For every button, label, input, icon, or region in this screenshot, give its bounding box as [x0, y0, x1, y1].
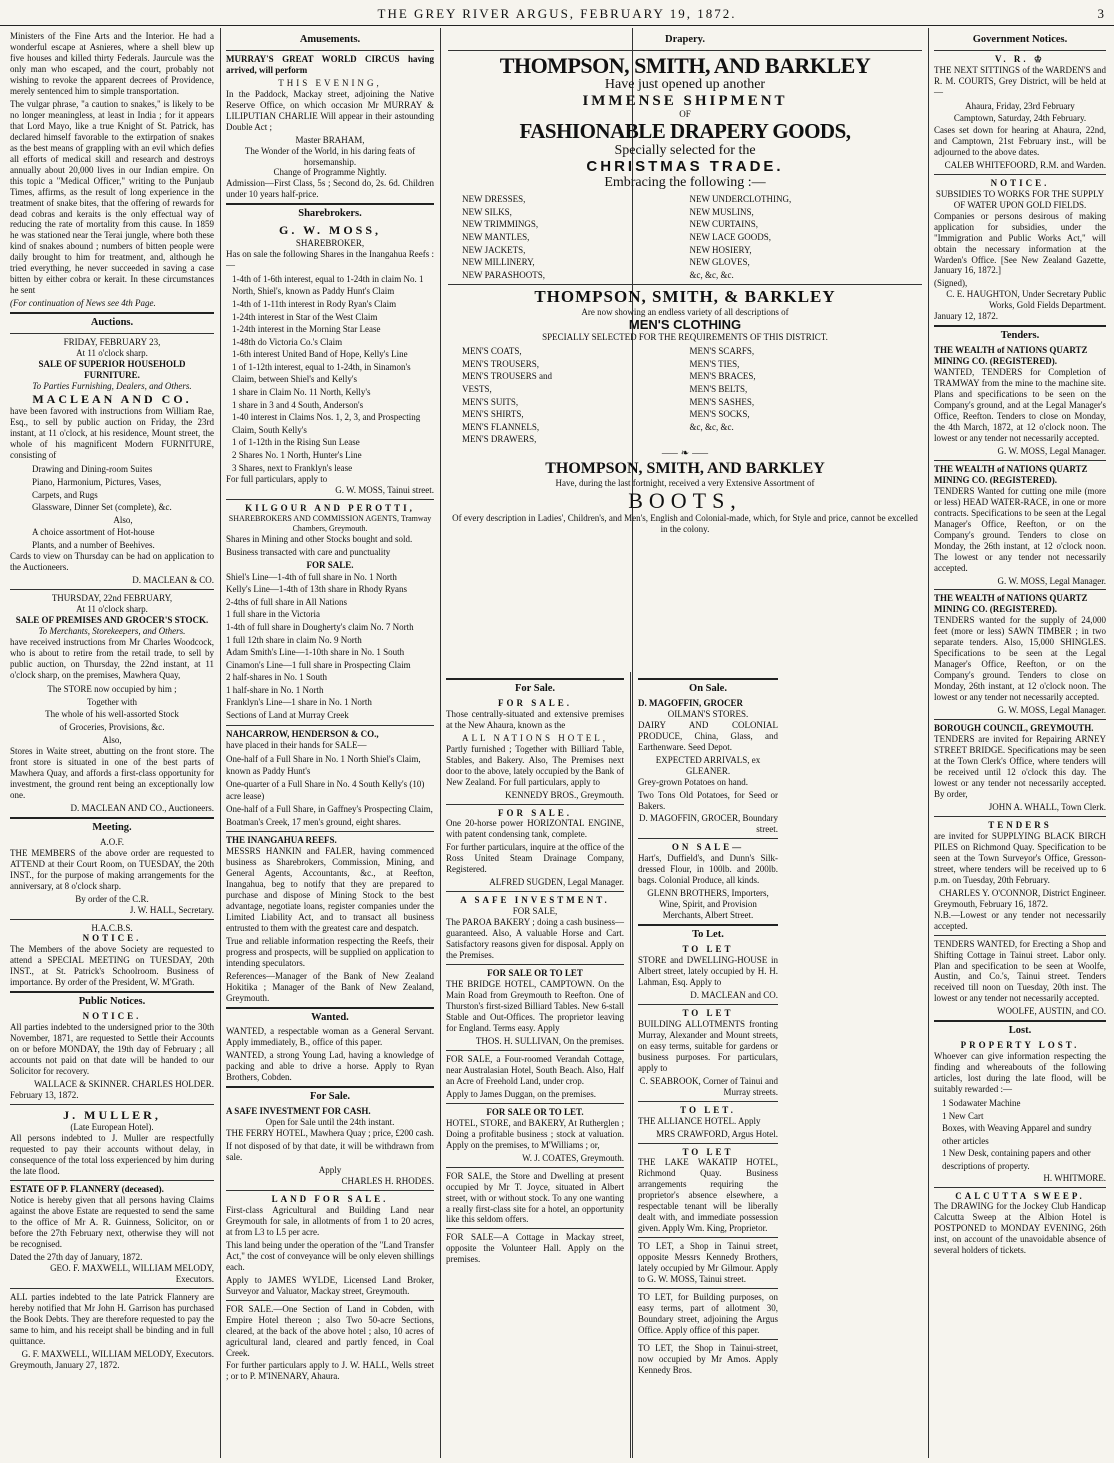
section-heading: Public Notices. [78, 996, 146, 1008]
performer: Master BRAHAM, [295, 134, 365, 145]
broker-name: G. W. MOSS, [278, 223, 382, 238]
ornament-divider: ⸺ ❧ ⸺ [661, 448, 709, 460]
notice-title: NOTICE. [82, 1011, 142, 1022]
sale-body: FOR SALE.—One Section of Land in Cobden, with Empire Hotel thereon ; also Two 50-acre Sections, cleared, at the back of the above hotel ; also, 10 acres of agricultural land, cleared and partly fenced, in Coal Creek. [226, 1303, 434, 1358]
section-heading: To Let. [692, 929, 724, 941]
notice-date: Greymouth, January 27, 1872. [10, 1359, 120, 1370]
signature: G. F. MAXWELL, WILLIAM MELODY, Executors. [21, 1348, 214, 1359]
auction-note: Cards to view on Thursday can be had on application to the Auctioneers. [10, 551, 214, 573]
list-item: NEW MUSLINS, [689, 206, 754, 217]
list-item: MEN'S SOCKS, [689, 409, 750, 420]
for-sale-column [442, 672, 628, 1458]
circus-title: MURRAY'S GREAT WORLD CIRCUS having arrived, will perform [226, 53, 434, 75]
ad-headline: BOOTS, [628, 487, 742, 513]
sale-body: Open for Sale until the 24th instant. [265, 1117, 395, 1128]
sale-body: FOR SALE, the Store and Dwelling at present occupied by Mr T. Joyce, situated in Albert street, with or without stock. To any one wanting a really first-class site for a hotel, an opportunity like this seldom offers. [446, 1170, 624, 1225]
to-let-title: TO LET [682, 1007, 734, 1018]
circus-body: In the Paddock, Mackay street, adjoining the Native Reserve Office, on which occasion Mr MURRAY & LILIPUTIAN CHARLIE Will appear in their astounding Double Act ; [226, 88, 434, 132]
auction-title: SALE OF SUPERIOR HOUSEHOLD FURNITURE. [38, 358, 186, 380]
section-heading: Amusements. [299, 34, 361, 45]
sweep-body: The DRAWING for the Jockey Club Handicap Calcutta Sweep at the Albion Hotel is POSTPONED to MONDAY EVENING, 26th inst, on account of the unavoidable absence of several holders of tickets. [934, 1201, 1106, 1256]
auction-title: SALE OF PREMISES AND GROCER'S STOCK. [15, 615, 209, 626]
sale-title: A SAFE INVESTMENT FOR CASH. [226, 1106, 371, 1117]
ad-line: Of every description in Ladies', Children's, and Men's, English and Colonial-made, which, for Style and price, cannot be excelled in the colony. [452, 512, 918, 534]
advertiser-name: J. MULLER, [63, 1107, 161, 1122]
meeting-body: THE MEMBERS of the above order are requested to ATTEND at their Court Room, on TUESDAY, the 20th INST., for the purpose of making arrangements for the anniversary, at 8 o'clock sharp. [10, 847, 214, 891]
list-item: Franklyn's Line—1 share in No. 1 North [226, 697, 372, 708]
signature: D. MACLEAN & CO. [132, 575, 214, 586]
section-heading: For Sale. [309, 1091, 351, 1103]
list-item: Together with [86, 696, 138, 707]
notice-title: NOTICE. [82, 933, 142, 944]
lost-title: PROPERTY LOST. [960, 1040, 1080, 1051]
sale-body: Partly furnished ; Together with Billiard Table, Stables, and Bakery. Also, The Premises next door to the above, lately occupied by the Bank of New Zealand. For full particulars, apply to [446, 743, 624, 787]
circus-evening: THIS EVENING, [278, 77, 382, 88]
ad-line: Have just opened up another [604, 76, 766, 92]
notice-date: Dated the 27th day of January, 1872. [10, 1252, 143, 1263]
share-list [226, 571, 434, 722]
signature: H. WHITMORE. [1043, 1172, 1106, 1183]
broker-sub: SHAREBROKER, [295, 237, 365, 248]
section-heading: Auctions. [90, 317, 134, 329]
to-let-title: TO LET [682, 944, 734, 954]
ad-headline: MEN'S CLOTHING [628, 317, 742, 332]
list-item: 1-4th of 1-11th interest in Rody Ryan's Claim [232, 298, 397, 309]
auction-body: Stores in Waite street, abutting on the front store. The front store is situated in one of the best parts of Mawhera Quay, and affords a first-class opportunity for investment, the ground rent being an exceptionally low one. [10, 746, 214, 800]
sale-body: THE FERRY HOTEL, Mawhera Quay ; price, £200 cash. [226, 1128, 434, 1139]
signature: CHARLES H. RHODES. [341, 1175, 434, 1186]
notice-date: Greymouth, February 16, 1872. [934, 898, 1048, 909]
list-item: &c, &c, &c. [689, 421, 734, 432]
ad-headline: IMMENSE SHIPMENT [582, 92, 788, 109]
grocer-body: Two Tons Old Potatoes, for Seed or Bakers. [638, 789, 778, 811]
crest-icon: ♔ [1033, 53, 1045, 64]
signature: D. MAGOFFIN, GROCER, Boundary street. [638, 813, 778, 835]
masthead [0, 0, 1114, 26]
signature: WALLACE & SKINNER. CHARLES HOLDER. [34, 1078, 214, 1089]
firm-name: THOMPSON, SMITH, AND BARKLEY [545, 460, 825, 478]
news-text: Ministers of the Fine Arts and the Interior. He had a wonderful escape at Asnieres, where a shell blew up five houses and killed thirty Federals. Jaurcule was the only man who escaped, and the court, probably not wishing to revoke the apparent decrees of Providence, merely sentenced him to simple transportation. [10, 31, 214, 96]
ad-line: Are now showing an endless variety of all descriptions of [581, 307, 789, 318]
notice-date: February 13, 1872. [10, 1089, 79, 1100]
court-notice: Cases set down for hearing at Ahaura, 22nd, and Camptown, 21st February inst., will be adjourned to the above dates. [934, 124, 1106, 157]
notice-body: All parties indebted to the undersigned prior to the 30th November, 1871, are requested to Settle their Accounts on or before MONDAY, the 19th day of February ; all accounts not paid on that date will be handed to our Solicitor for recovery. [10, 1022, 214, 1076]
mens-list [448, 345, 922, 446]
tender-title: BOROUGH COUNCIL, GREYMOUTH. [934, 723, 1094, 734]
notice-body: ALL parties indebted to the late Patrick Flannery are hereby notified that Mr John H. Garrison has purchased the Book Debts. They are therefore requested to pay the same to him, and his receipt shall be binding and in full quittance. [10, 1292, 214, 1346]
sale-body: For further particulars, inquire at the office of the Ross United Steam Drainage Company, Registered. [446, 842, 624, 875]
list-item: NEW PARASHOOTS, [462, 269, 546, 280]
broker-body: Has on sale the following Shares in the Inangahua Reefs :— [226, 248, 434, 270]
list-item: MEN'S SASHES, [689, 396, 755, 407]
on-sale-block [638, 675, 778, 1378]
list-item: 1 share in 3 and 4 South, Anderson's [232, 399, 364, 410]
reefs-refs: References—Manager of the Bank of New Zealand Hokitika ; Manager of the Bank of New Zealand, Greymouth. [226, 970, 434, 1003]
auction-body: have received instructions from Mr Charles Woodcock, who is about to retire from the retail trade, to sell by public auction, on Thursday, the 22nd instant, at 11 o'clock sharp, on the premises, Mawhera Quay, [10, 637, 214, 681]
signature: D. MACLEAN AND CO., Auctioneers. [70, 802, 214, 813]
list-item: Ahaura, Friday, 23rd February [965, 100, 1075, 111]
list-item: 2 half-shares in No. 1 South [226, 672, 327, 683]
performer-sub: The Wonder of the World, in his daring feats of horsemanship. [244, 145, 416, 167]
list-item: Kelly's Line—1-4th of 13th share in Rhody Ryans [226, 584, 407, 595]
list-item: 1 of 1-12th in the Rising Sun Lease [232, 437, 360, 448]
list-item: 1 New Cart [942, 1110, 984, 1121]
broker-name: KILGOUR AND PEROTTI, [245, 503, 415, 514]
auctioneer-name: MACLEAN AND CO. [32, 391, 192, 406]
list-item: Carpets, and Rugs [32, 489, 98, 500]
broker-sub: SHAREBROKERS AND COMMISSION AGENTS, Tramway Chambers, Greymouth. [228, 514, 432, 533]
firm-name: THOMPSON, SMITH, & BARKLEY [534, 287, 836, 307]
notice-title: NOTICE. [990, 177, 1050, 188]
list-item: MEN'S SHIRTS, [462, 409, 524, 420]
signature: ALFRED SUGDEN, Legal Manager. [489, 877, 624, 888]
column-2 [222, 28, 438, 1458]
tender-body: are invited for SUPPLYING BLACK BIRCH PILES on Richmond Quay. Specification to be seen at the Town Surveyor's Office, Gresson-street, where tenders will be received up to 6 p.m. on Tuesday, 20th February. [934, 830, 1106, 885]
reefs-body: True and reliable information respecting the Reefs, their progress and prospects, will be supplied on application to intending speculators. [226, 935, 434, 968]
section-heading: Meeting. [92, 821, 132, 833]
list-item: Camptown, Saturday, 24th February. [953, 113, 1087, 124]
for-sale-title: FOR SALE. [306, 559, 354, 570]
wanted-ad: WANTED, a respectable woman as a General Servant. Apply immediately, B., office of this paper. [226, 1026, 434, 1048]
sale-body: This land being under the operation of the "Land Transfer Act," the cost of conveyance will be only eleven shillings each. [226, 1239, 434, 1272]
list-item: Sections of Land at Murray Creek [226, 710, 349, 721]
list-item: 1-4th of full share in Dougherty's claim No. 7 North [226, 621, 414, 632]
list-item: Plants, and a number of Beehives. [32, 539, 155, 550]
list-item: &c, &c, &c. [689, 269, 734, 280]
list-item: NEW CURTAINS, [689, 219, 759, 230]
list-item: of Groceries, Provisions, &c. [59, 721, 165, 732]
list-item: 1 Sodawater Machine [942, 1097, 1021, 1108]
court-sittings [934, 100, 1106, 125]
list-item: Also, [102, 734, 122, 745]
tender-title: THE WEALTH of NATIONS QUARTZ MINING CO. (REGISTERED). [934, 593, 1088, 615]
list-item: MEN'S SUITS, [462, 396, 519, 407]
advertiser-sub: (Late European Hotel). [70, 1122, 154, 1133]
section-heading: Lost. [1008, 1025, 1032, 1037]
column-rule [630, 672, 631, 1458]
reefs-title: THE INANGAHUA REEFS. [226, 835, 337, 846]
signature: KENNEDY BROS., Greymouth. [505, 789, 624, 800]
list-item: Glassware, Dinner Set (complete), &c. [32, 502, 172, 513]
ad-line: Have, during the last fortnight, received a very Extensive Assortment of [555, 477, 815, 488]
tender-body: TENDERS wanted for the supply of 24,000 feet (more or less) SAWN TIMBER ; in two separate tenders. Also, 15,000 SHINGLES. Specifications to be seen at the Legal Manager's Office, Reefton, or on the Company's ground. Tenders to close on Monday, 26th instant, at 12 o'clock noon. The lowest or any tender not necessarily accepted. [934, 615, 1106, 703]
list-item: NEW LACE GOODS, [689, 231, 772, 242]
sale-body: FOR SALE, a Four-roomed Verandah Cottage, near Australasian Hotel, South Beach. Also, Half an Acre of Freehold Land, under crop. [446, 1053, 624, 1086]
ad-line: SPECIALLY SELECTED FOR THE REQUIREMENTS OF THIS DISTRICT. [542, 332, 828, 343]
list-item: 1 share in Claim No. 11 North, Kelly's [232, 387, 371, 398]
sale-title: ON SALE— [671, 842, 745, 853]
grocer-body: DAIRY AND COLONIAL PRODUCE, China, Glass, and Earthenware. Seed Depot. [638, 719, 778, 752]
list-item: MEN'S COATS, [462, 346, 522, 357]
broker-body: Business transacted with care and punctuality [226, 546, 391, 557]
signature: G. W. MOSS, Legal Manager. [997, 705, 1106, 716]
sale-body: First-class Agricultural and Building Land near Greymouth for sale, in allotments of from 1 to 20 acres, at from L3 to L5 per acre. [226, 1204, 434, 1237]
list-item: One-half of a Full Share in No. 1 North Shiel's Claim, known as Paddy Hunt's [226, 753, 421, 777]
signature: D. MACLEAN and CO. [690, 989, 778, 1000]
sale-title: FOR SALE OR TO LET. [486, 1106, 584, 1117]
signature: MRS CRAWFORD, Argus Hotel. [656, 1128, 778, 1139]
firm-name: THOMPSON, SMITH, AND BARKLEY [499, 52, 871, 78]
meeting-sub: A.O.F. [99, 836, 125, 847]
ad-line: Embracing the following :— [604, 175, 766, 191]
list-item: The STORE now occupied by him ; [47, 684, 177, 695]
auction-time: At 11 o'clock sharp. [76, 347, 148, 358]
list-item: Also, [113, 514, 133, 525]
meeting-order: By order of the C.R. [75, 893, 149, 904]
list-item: NEW UNDERCLOTHING, [689, 194, 792, 205]
signature: CALEB WHITEFOORD, R.M. and Warden. [944, 159, 1106, 170]
drapery-ad-tsb [442, 28, 928, 668]
tender-title: TENDERS [988, 819, 1052, 830]
notice-body: Notice is hereby given that all persons having Claims against the above Estate are requested to send the same to the office of Mr A. R. Guinness, Solicitor, on or before the 27th February next, otherwise they will not be recognised. [10, 1195, 214, 1250]
list-item: NEW HOSIERY, [689, 244, 752, 255]
auction-items [10, 683, 214, 746]
list-item: The whole of his well-assorted Stock [45, 709, 179, 720]
column-5 [930, 28, 1110, 1458]
list-item: One-quarter of a Full Share in No. 4 South Kelly's (10) acre lease) [226, 778, 425, 802]
apply-label: Apply [318, 1164, 342, 1175]
lost-body: Whoever can give information respecting the finding and whereabouts of the following articles, lost during the late flood, will be suitably rewarded :— [934, 1051, 1106, 1095]
news-text: The vulgar phrase, "a caution to snakes," is likely to be no longer meaningless, at least in India ; for it appears that Lord Mayo, like a true Knight of St. Patrick, has declared himself favorable to the extirpation of snakes as the best means of grappling with an evil which defies all efforts of medical skill and research and destroys annually about 20,000 lives in our Indian empire. On this topic a "Medical Officer," writing to the Punjaub Times, affirms, as the result of long experience in the treatment of snake bites, that the offering of rewards for dead cobras and keraits is the only effectual way of reducing the rate of mortality from this cause. In 1859 he was stationed near the Terai jungle, where both these kind of snakes abound ; numbers of bitten people were daily brought to him for treatment, and, although he tried everything, he never succeeded in saving a case bitten by either cobra or kerait. In these circumstances he sent [10, 98, 214, 296]
notice-body: The Members of the above Society are requested to attend a SPECIAL MEETING on TUESDAY, 20th INST., at St. Patrick's Schoolroom. Business of importance. By order of the President, W. M'Grath. [10, 944, 214, 988]
sale-sub: FOR SALE, [512, 906, 558, 917]
lost-items [934, 1097, 1106, 1173]
sale-body: One 20-horse power HORIZONTAL ENGINE, with patent condensing tank, complete. [446, 818, 624, 840]
court-notice: THE NEXT SITTINGS of the WARDEN'S and R. M. COURTS, Grey District, will be held at— [934, 64, 1106, 97]
auction-audience: To Merchants, Storekeepers, and Others. [38, 626, 186, 637]
tender-title: THE WEALTH of NATIONS QUARTZ MINING CO. (REGISTERED). [934, 463, 1088, 485]
list-item: NEW GLOVES, [689, 257, 750, 268]
list-item: MEN'S TROUSERS and VESTS, [462, 371, 552, 395]
subsidy-title: SUBSIDIES TO WORKS FOR THE SUPPLY OF WATER UPON GOLD FIELDS. [935, 188, 1105, 210]
sale-contact: For further particulars apply to J. W. HALL, Wells street ; or to P. M'INENARY, Ahaura. [226, 1360, 434, 1382]
to-let-title: TO LET [682, 1146, 734, 1157]
broker-body: Shares in Mining and other Stocks bought and sold. [226, 533, 413, 544]
list-item: MEN'S FLANNELS, [462, 421, 540, 432]
goods-list [448, 193, 922, 281]
share-list [226, 753, 434, 829]
to-let-body: TO LET, for Building purposes, on easy terms, part of allotment 30, Boundary street, adjoining the Argus Office. Apply office of this paper. [638, 1292, 778, 1336]
hotel-name: ALL NATIONS HOTEL, [462, 732, 608, 743]
sale-title: FOR SALE. [497, 697, 572, 708]
grocer-arrivals: EXPECTED ARRIVALS, ex GLEANER. [655, 754, 761, 776]
list-item: 1 New Desk, containing papers and other descriptions of property. [942, 1148, 1091, 1171]
tender-body: TENDERS Wanted for cutting one mile (more or less) HEAD WATER-RACE, in one or more contracts. Specifications to be seen at the Legal Manager's Office, Reefton, or on the Company's ground. Tenders to close on Monday, the 26th instant, at 12 o'clock noon. The lowest or any tender not necessarily accepted. [934, 485, 1106, 573]
to-let-body: THE ALLIANCE HOTEL. Apply [638, 1115, 761, 1126]
section-heading: Government Notices. [972, 34, 1068, 45]
signature: G. W. MOSS, Tainui street. [335, 485, 434, 496]
programme-note: Change of Programme Nightly. [273, 167, 387, 178]
list-item: 2 Shares No. 1 North, Hunter's Line [232, 450, 362, 461]
signed-label: (Signed), [934, 278, 968, 289]
list-item: NEW MANTLES, [462, 231, 530, 242]
sweep-title: CALCUTTA SWEEP. [955, 1190, 1085, 1201]
list-item: 1-24th interest in Star of the West Claim [232, 311, 378, 322]
list-item: 1 full 12th share in claim No. 9 North [226, 634, 362, 645]
list-item: 1-24th interest in the Morning Star Lease [232, 324, 381, 335]
ad-line: OF [679, 109, 691, 120]
signature: G. W. MOSS, Legal Manager. [997, 445, 1106, 456]
sale-body: If not disposed of by that date, it will be withdrawn from sale. [226, 1141, 434, 1162]
column-rule [440, 28, 441, 1458]
section-heading: Wanted. [311, 1011, 349, 1023]
list-item: 1-6th interest United Band of Hope, Kelly's Line [232, 349, 408, 360]
list-item: 1 full share in the Victoria [226, 609, 321, 620]
auction-date: THURSDAY, 22nd FEBRUARY, [51, 593, 173, 604]
tender-body: WANTED, TENDERS for Completion of TRAMWAY from the mine to the machine site. Plans and specifications to be seen on the Company's ground, and at the Legal Manager's Office, Reefton. Tenders to close on Monday, the 4th March, 1872, at 12 o'clock noon. The lowest or any tender not necessarily accepted. [934, 367, 1106, 443]
grocer-sub: OILMAN'S STORES. [667, 708, 749, 719]
list-item: Shiel's Line—1-4th of full share in No. 1 North [226, 571, 397, 582]
list-item: MEN'S BELTS, [689, 384, 748, 395]
list-item: Drawing and Dining-room Suites [32, 464, 153, 475]
signature: THOS. H. SULLIVAN, On the premises. [475, 1035, 624, 1046]
list-item: Piano, Harmonium, Pictures, Vases, [32, 476, 162, 487]
list-item: MEN'S BRACES, [689, 371, 756, 382]
list-item: 1-48th do Victoria Co.'s Claim [232, 336, 343, 347]
auction-time: At 11 o'clock sharp. [76, 604, 148, 615]
section-heading: Tenders. [1000, 330, 1040, 342]
list-item: 1 of 1-12th interest, equal to 1-24th, in Sinamon's Claim, between Shiel's and Kelly's [232, 361, 411, 385]
vr-mark: V. R. [995, 53, 1029, 64]
list-item: 1 half-share in No. 1 North [226, 684, 324, 695]
sale-title: FOR SALE. [497, 807, 572, 818]
signature: C. SEABROOK, Corner of Tainui and Murray streets. [639, 1075, 778, 1097]
list-item: One-half of a Full Share, in Gaffney's Prospecting Claim, Boatman's Creek, 17 men's ground, eight shares. [226, 803, 433, 827]
signature: WOOLFE, AUSTIN, and CO. [997, 1006, 1106, 1017]
list-item: 1-4th of 1-6th interest, equal to 1-24th in claim No. 1 North, Shiel's, known as Paddy Hunt's Claim [232, 273, 424, 297]
section-heading: For Sale. [514, 683, 556, 694]
broker-body: have placed in their hands for SALE— [226, 739, 367, 750]
signature: GLENN BROTHERS, Importers, Wine, Spirit, and Provision Merchants, Albert Street. [647, 888, 769, 921]
auction-body: have been favored with instructions from William Rae, Esq., to sell by public auction on Friday, the 23rd instant, at 11 o'clock, at his residence, Mount street, the whole of his magnificent Modern FURNITURE, consisting of [10, 406, 214, 461]
broker-more: For full particulars, apply to [226, 474, 328, 485]
signature: GEO. F. MAXWELL, WILLIAM MELODY, Executors. [50, 1263, 214, 1285]
sale-title: FOR SALE OR TO LET [487, 968, 583, 979]
signature: JOHN A. WHALL, Town Clerk. [988, 801, 1106, 812]
tender-body: TENDERS are invited for Repairing ARNEY STREET BRIDGE. Specifications may be seen at the Town Clerk's Office, where tenders will be received until 12 o'clock this day. The lowest or any tender not necessarily accepted. By order, [934, 734, 1106, 799]
column-rule [928, 28, 929, 1458]
sale-title: LAND FOR SALE. [271, 1193, 389, 1204]
sale-contact: Apply to James Duggan, on the premises. [446, 1088, 596, 1099]
to-let-body: TO LET, the Shop in Tainui-street, now occupied by Mr Amos. Apply Kennedy Bros. [638, 1343, 778, 1375]
on-sale-column [634, 672, 926, 1458]
grocer-name: D. MAGOFFIN, GROCER [638, 697, 743, 708]
sale-body: THE BRIDGE HOTEL, CAMPTOWN. On the Main Road from Greymouth to Reefton. One of Thurston's first-sized Billiard Tables. New 6-stall Stable and Out-Offices. The proprietor leaving for England. Terms easy. Apply [446, 979, 624, 1033]
signature: C. E. HAUGHTON, Under Secretary Public Works, Gold Fields Department. [946, 289, 1106, 311]
signature: J. W. HALL, Secretary. [129, 904, 214, 915]
list-item: MEN'S DRAWERS, [462, 434, 537, 445]
list-item: Cinamon's Line—1 full share in Prospecting Claim [226, 659, 411, 670]
to-let-title: TO LET. [680, 1104, 736, 1115]
signature: CHARLES Y. O'CONNOR, District Engineer. [939, 887, 1106, 898]
society-name: H.A.C.B.S. [91, 922, 133, 933]
royal-arms [934, 54, 1106, 65]
section-heading: Drapery. [665, 34, 705, 45]
list-item: 2-4ths of full share in All Nations [226, 596, 347, 607]
column-1 [6, 28, 218, 1458]
broker-name: NAHCARROW, HENDERSON & CO., [226, 728, 379, 739]
wanted-ad: WANTED, a strong Young Lad, having a knowledge of packing and able to drive a horse. Apply to Ryan Brothers, Cobden. [226, 1050, 434, 1083]
page-number: 3 [1097, 6, 1106, 21]
list-item: Adam Smith's Line—1-10th share in No. 1 South [226, 647, 405, 658]
sale-body: The PAROA BAKERY ; doing a cash business—guaranteed. Also, A valuable Horse and Cart. Satisfactory reasons given for disposal. Apply on the Premises. [446, 917, 624, 961]
auction-items [10, 463, 214, 551]
list-item: NEW TRIMMINGS, [462, 219, 539, 230]
list-item: NEW MILLINERY, [462, 257, 535, 268]
grocer-body: Grey-grown Potatoes on hand. [638, 776, 748, 787]
list-item: NEW JACKETS, [462, 244, 526, 255]
auction-audience: To Parties Furnishing, Dealers, and Others. [32, 380, 192, 391]
list-item: MEN'S TIES, [689, 358, 740, 369]
notice-body: All persons indebted to J. Muller are respectfully requested to pay their accounts without delay, in consequence of the total loss experienced by him during the late flood. [10, 1133, 214, 1177]
ad-headline: FASHIONABLE DRAPERY GOODS, [519, 119, 851, 144]
signature: G. W. MOSS, Legal Manager. [997, 575, 1106, 586]
sale-body: Those centrally-situated and extensive premises at the New Ahaura, known as the [446, 708, 624, 730]
list-item: 1-40 interest in Claims Nos. 1, 2, 3, and Prospecting Claim, South Kelly's [232, 412, 421, 435]
list-item: NEW SILKS, [462, 206, 512, 217]
estate-title: ESTATE OF P. FLANNERY (deceased). [10, 1184, 164, 1195]
to-let-body: BUILDING ALLOTMENTS fronting Murray, Alexander and Mount streets, on easy terms, suitable for gardens or business purposes. For particulars, apply to [638, 1018, 778, 1073]
sale-body: HOTEL, STORE, and BAKERY, At Rutherglen ; Doing a profitable business ; stock at valuation. Apply on the premises, to M'Williams ; or, [446, 1117, 624, 1150]
auction-date: FRIDAY, FEBRUARY 23, [63, 337, 161, 348]
tender-note: N.B.—Lowest or any tender not necessarily accepted. [934, 909, 1106, 931]
ad-headline: CHRISTMAS TRADE. [586, 157, 784, 175]
list-item: A choice assortment of Hot-house [32, 527, 155, 538]
sale-body: Hart's, Duffield's, and Dunn's Silk-dressed Flour, in 100lb. and 200lb. bags. Colonial Produce, all kinds. [638, 853, 778, 886]
sale-body: FOR SALE—A Cottage in Mackay street, opposite the Volunteer Hall. Apply on the premises. [446, 1232, 624, 1265]
admission: Admission—First Class, 5s ; Second do, 2s. 6d. Children under 10 years half-price. [226, 178, 434, 200]
ad-line: Specially selected for the [614, 142, 756, 158]
list-item: MEN'S SCARFS, [689, 346, 755, 357]
continuation-note: (For continuation of News see 4th Page. [10, 298, 156, 309]
share-list [226, 273, 434, 475]
sale-title: A SAFE INVESTMENT. [460, 895, 610, 906]
to-let-body: THE LAKE WAKATIP HOTEL, Richmond Quay. Business arrangements requiring the proprietor's absence elsewhere, a respectable tenant will be liberally dealt with, and immediate possession given. Apply Wm. King, Proprietor. [638, 1157, 778, 1234]
tender-body: TENDERS WANTED, for Erecting a Shop and Shifting Cottage in Tainui street. Labor only. Plan and specification to be seen at Woolfe, Austin, and Co.'s, Tainui street. Tenders received till noon on Tuesday, 20th inst. The lowest or any tender not necessarily accepted. [934, 938, 1106, 1004]
reefs-body: MESSRS HANKIN and FALER, having commenced business as Sharebrokers, Commission, Mining, and General Agents, Accountants, &c., at Reefton, Inangahua, beg to notify that they are prepared to purchase and dispose of Mining Stock to the best advantage, negotiate loans, register companies under the Limited Liability Act, and to transact all business entrusted to them with the greatest care and despatch. [226, 846, 434, 933]
to-let-body: TO LET, a Shop in Tainui street, opposite Messrs Kennedy Brothers, lately occupied by Mr Gilmour. Apply to G. W. MOSS, Tainui street. [638, 1241, 778, 1285]
tender-title: THE WEALTH of NATIONS QUARTZ MINING CO. (REGISTERED). [934, 345, 1088, 367]
section-heading: On Sale. [689, 683, 727, 694]
to-let-body: STORE and DWELLING-HOUSE in Albert street, lately occupied by H. H. Lahman, Esq. Apply to [638, 954, 778, 987]
list-item: 3 Shares, next to Franklyn's lease [232, 462, 353, 473]
signature: W. J. COATES, Greymouth. [522, 1152, 624, 1163]
sale-contact: Apply to JAMES WYLDE, Licensed Land Broker, Surveyor and Valuator, Mackay street, Greymouth. [226, 1274, 434, 1296]
list-item: MEN'S TROUSERS, [462, 358, 539, 369]
section-heading: Sharebrokers. [298, 208, 362, 220]
list-item: Boxes, with Weaving Apparel and sundry other articles [942, 1123, 1092, 1146]
list-item: NEW DRESSES, [462, 194, 526, 205]
masthead-title: THE GREY RIVER ARGUS, FEBRUARY 19, 1872. [377, 6, 737, 21]
notice-date: January 12, 1872. [934, 311, 998, 322]
subsidy-body: Companies or persons desirous of making application for subsidies, under the "Immigration and Public Works Act," will obtain the necessary information at the Warden's Office. [See New Zealand Gazette, January 16, 1872.] [934, 210, 1106, 276]
column-rule [220, 28, 221, 1458]
